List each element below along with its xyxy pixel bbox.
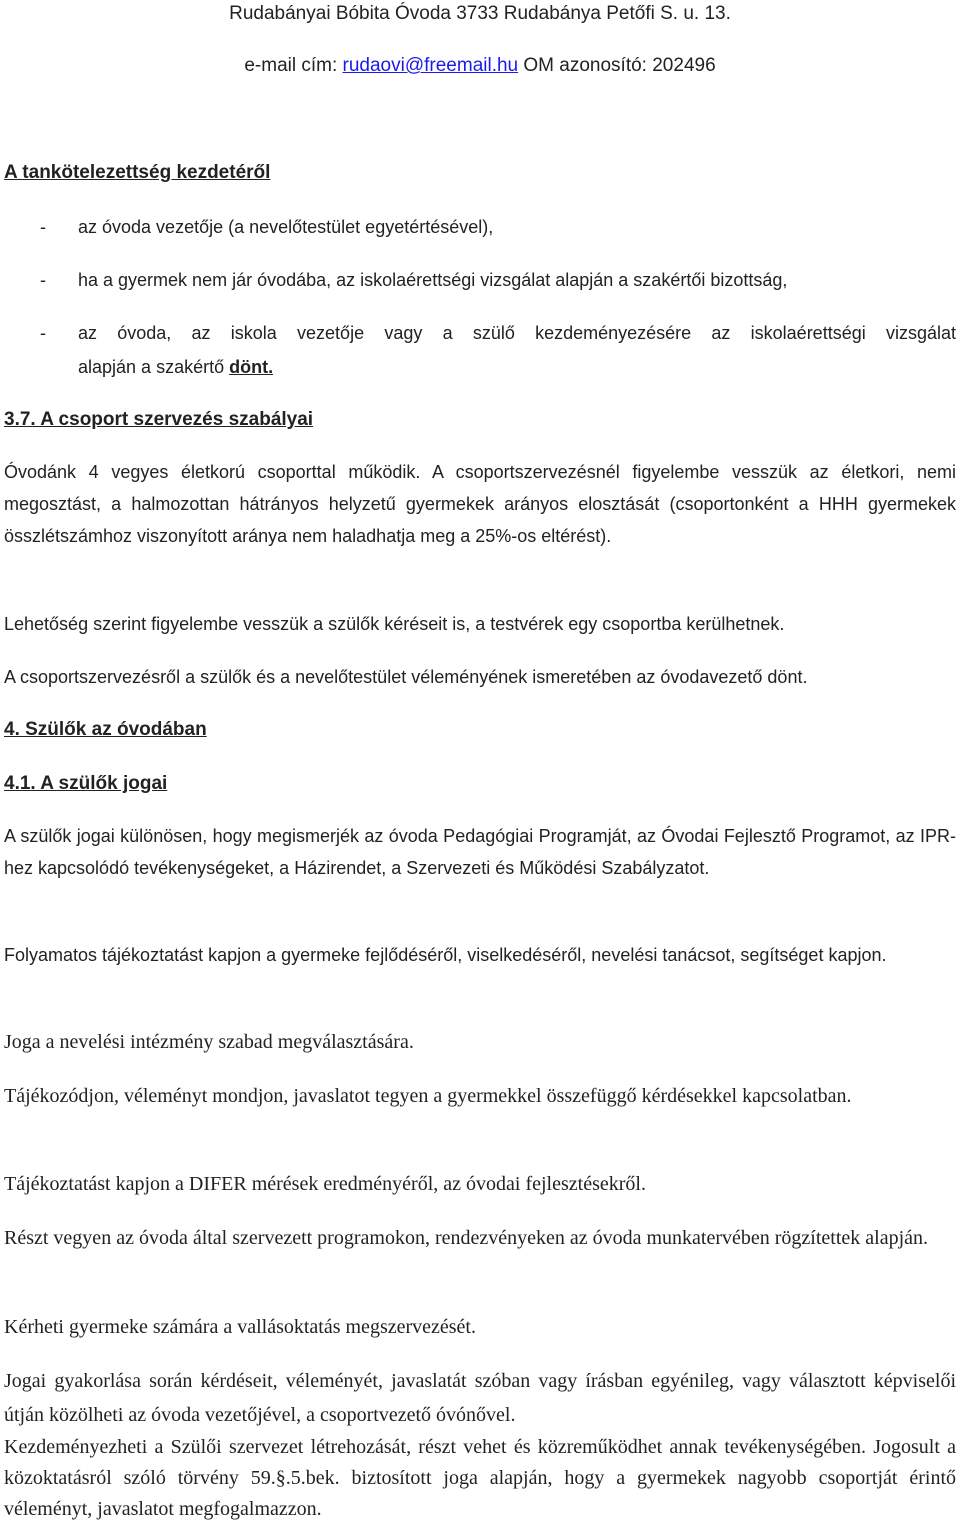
header-contact (0, 54, 960, 78)
list-item-text: ha a gyermek nem jár óvodába, az iskolaérettségi vizsgálat alapján a szakértői bizottság, (78, 270, 788, 290)
paragraph-reszt-vegyen: Részt vegyen az óvoda által szervezett programokon, rendezvényeken az óvoda munkatervében rögzítettek alapján. (4, 1227, 929, 1249)
paragraph-tajekozodjon: Tájékozódjon, véleményt mondjon, javaslatot tegyen a gyermekkel összefüggő kérdésekkel kapcsolatban. (4, 1085, 852, 1107)
list-item-text: az óvoda vezetője (a nevelőtestület egyetértésével), (78, 217, 494, 237)
dont-emphasis: dönt. (229, 357, 274, 377)
list-item-text: az óvoda, az iskola vezetője vagy a szülő kezdeményezésére az iskolaérettségi vizsgálat (78, 323, 956, 343)
paragraph-csoportszervezes: A csoportszervezésről a szülők és a nevelőtestület véleményének ismeretében az óvodavezető dönt. (4, 667, 808, 687)
paragraph-tajekoztatas: Folyamatos tájékoztatást kapjon a gyermeke fejlődéséről, viselkedéséről, nevelési tanácsot, segítséget kapjon. (4, 945, 887, 965)
heading-szulok: 4. Szülők az óvodában (4, 719, 207, 740)
header-address: Rudabányai Bóbita Óvoda 3733 Rudabánya Petőfi S. u. 13. (229, 3, 731, 24)
om-id: OM azonosító: 202496 (518, 55, 716, 76)
paragraph-difer: Tájékoztatást kapjon a DIFER mérések eredményéről, az óvodai fejlesztésekről. (4, 1173, 646, 1195)
list-dash: - (40, 270, 46, 290)
paragraph-vallasoktatas: Kérheti gyermeke számára a vallásoktatás megszervezését. (4, 1316, 476, 1338)
paragraph-jogok: A szülők jogai különösen, hogy megismerjék az óvoda Pedagógiai Programját, az Óvodai Fejlesztő Programot, az IPR- hez kapcsolódó tevékenységeket, a Házirendet, a Szervezeti és Működési Szabályzatot. (4, 826, 956, 878)
heading-tankotelezettseg: A tankötelezettség kezdetéről (4, 162, 271, 183)
heading-csoport-szervezes: 3.7. A csoport szervezés szabályai (4, 409, 314, 430)
email-link[interactable]: rudaovi@freemail.hu (342, 55, 519, 76)
paragraph-joga: Joga a nevelési intézmény szabad megválasztására. (4, 1031, 414, 1053)
paragraph-szuloi-szervezet: Kezdeményezheti a Szülői szervezet létrehozását, részt vehet és közreműködhet annak tevékenységében. Jogosult a közoktatásról szóló törvény 59.§.5.bek. biztosított joga alapján, hogy a gyermekek nagyobb csoportját érintő véleményt, javaslatot megfogalmazzon. (4, 1436, 956, 1520)
list-item-text (78, 351, 956, 383)
paragraph-jogai-gyakorlasa: Jogai gyakorlása során kérdéseit, véleményét, javaslatát szóban vagy írásban egyénileg, vagy választott képviselői útján közölheti az óvoda vezetőjével, a csoportvezető óvónővel. (4, 1370, 956, 1426)
paragraph-lehetoseg: Lehetőség szerint figyelembe vesszük a szülők kéréseit is, a testvérek egy csoportba kerülhetnek. (4, 614, 785, 634)
list-dash: - (40, 323, 46, 343)
email-label: e-mail cím: (244, 55, 343, 76)
heading-szulok-jogai: 4.1. A szülők jogai (4, 773, 168, 794)
paragraph-csoport: Óvodánk 4 vegyes életkorú csoporttal működik. A csoportszervezésnél figyelembe vesszük az életkori, nemi megosztást, a halmozottan hátrányos helyzetű gyermekek arányos elosztását (csoportonként a HHH gyermekek összlétszámhoz viszonyított aránya nem haladhatja meg a 25%-os eltérést). (4, 462, 956, 546)
list-dash: - (40, 217, 46, 237)
list-item-cont: alapján a szakértő (78, 357, 230, 377)
